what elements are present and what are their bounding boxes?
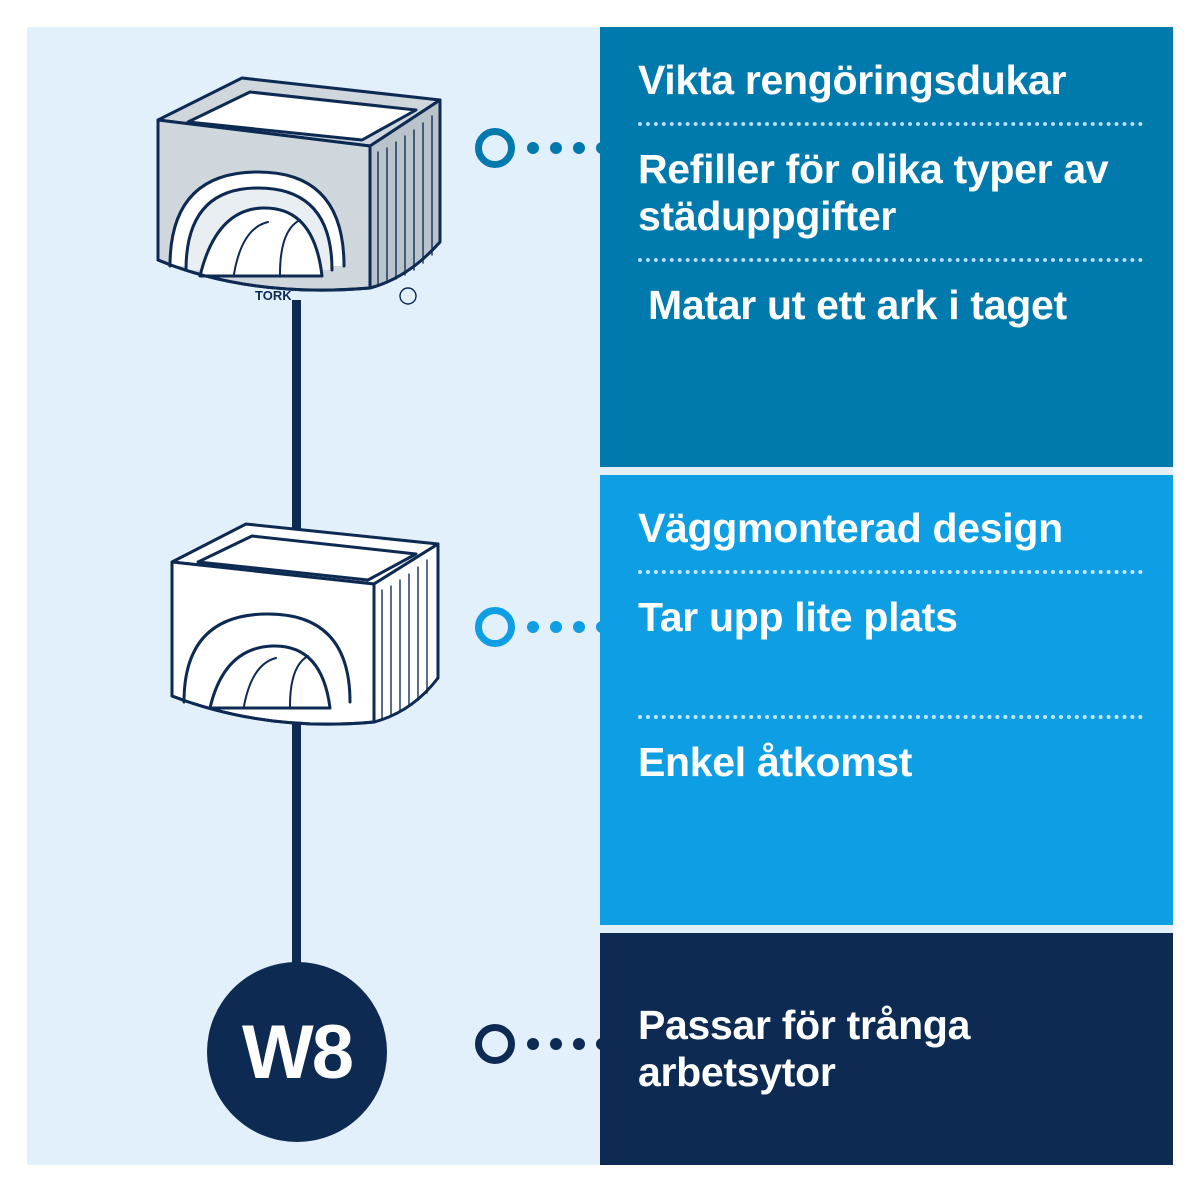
divider	[638, 258, 1143, 262]
circle-marker-icon	[475, 128, 515, 168]
divider	[638, 715, 1143, 719]
dotted-leader-icon	[527, 1038, 608, 1050]
circle-marker-icon	[475, 1024, 515, 1064]
dotted-leader-icon	[527, 621, 608, 633]
feature-text: Matar ut ett ark i taget	[648, 282, 1067, 329]
divider	[638, 122, 1143, 126]
feature-text: Tar upp lite plats	[638, 594, 958, 641]
brand-label-tork: TORK	[255, 288, 292, 303]
dotted-leader-icon	[527, 142, 608, 154]
model-badge-w8	[207, 962, 387, 1142]
connector-panel-3	[475, 1024, 608, 1064]
feature-text: Vikta rengöringsdukar	[638, 57, 1067, 103]
feature-panel-dispenser	[600, 27, 1173, 467]
feature-text: Enkel åtkomst	[638, 739, 913, 786]
dispenser-grey-illustration	[130, 60, 470, 330]
feature-text: Passar för trånga arbetsytor	[638, 1001, 971, 1095]
connector-panel-2	[475, 607, 608, 647]
feature-text: Väggmonterad design	[638, 505, 1063, 551]
feature-panel-fit	[600, 933, 1173, 1165]
dispenser-outline-illustration	[150, 510, 470, 770]
feature-panel-design	[600, 475, 1173, 925]
model-badge-label: W8	[242, 1009, 352, 1095]
divider	[638, 570, 1143, 574]
circle-marker-icon	[475, 607, 515, 647]
feature-text: Refiller för olika typer av städuppgifter	[638, 146, 1109, 240]
connector-panel-1	[475, 128, 608, 168]
